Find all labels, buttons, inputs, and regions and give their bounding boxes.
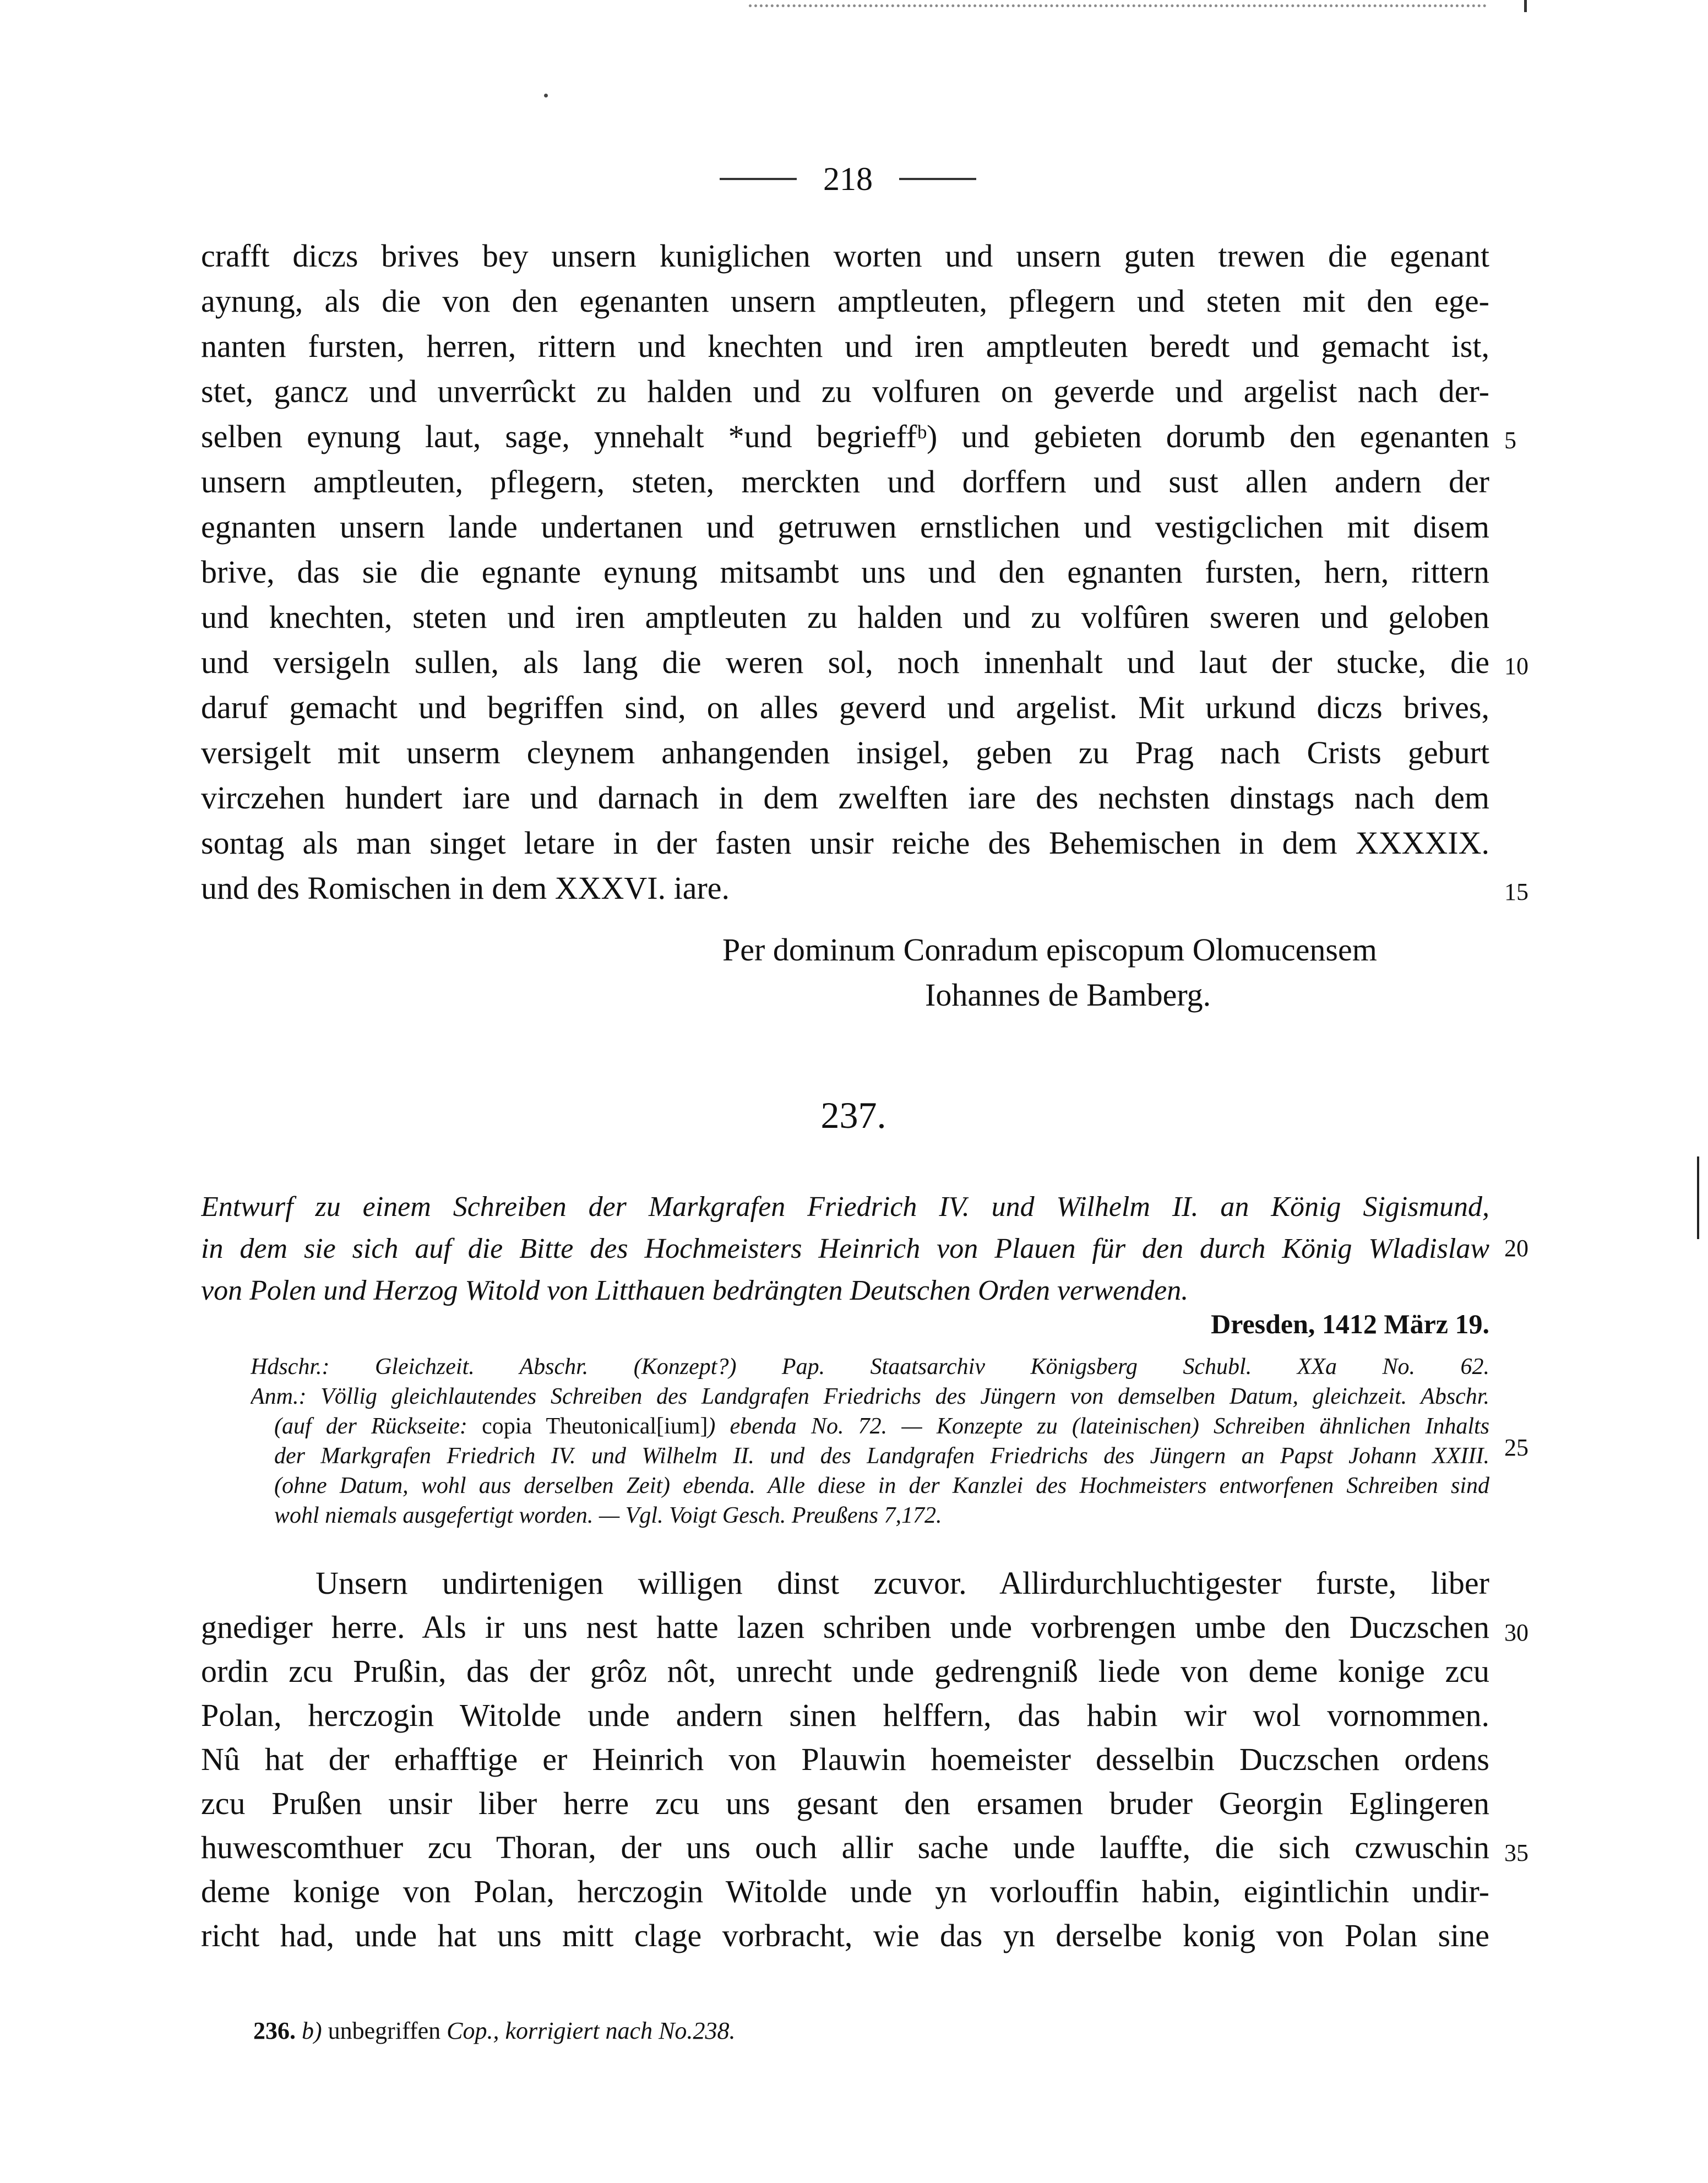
text-line: aynung, als die von den egenanten unsern amptleuten, pflegern und steten mit den ege- bbox=[201, 283, 1489, 319]
text-line: huwescomthuer zcu Thoran, der uns ouch allir sache unde lauffte, die sich czwuschin bbox=[201, 1829, 1489, 1865]
page-number-value: 218 bbox=[823, 160, 873, 197]
line-number: 35 bbox=[1504, 1839, 1529, 1866]
document-number: 237. bbox=[820, 1094, 886, 1136]
text-line: und des Romischen in dem XXXVI. iare. bbox=[201, 870, 730, 906]
text-line: daruf gemacht und begriffen sind, on alles geverd und argelist. Mit urkund diczs brives, bbox=[201, 689, 1489, 725]
signature-line: Per dominum Conradum episcopum Olomucensem bbox=[722, 932, 1377, 968]
line-number: 20 bbox=[1504, 1235, 1529, 1262]
line-number: 5 bbox=[1504, 427, 1516, 454]
text-line: egnanten unsern lande undertanen und getruwen ernstlichen und vestigclichen mit disem bbox=[201, 509, 1489, 545]
regest-line: Entwurf zu einem Schreiben der Markgrafen Friedrich IV. und Wilhelm II. an König Sigismund, bbox=[201, 1191, 1489, 1223]
text-line: richt had, unde hat uns mitt clage vorbracht, wie das yn derselbe konig von Polan sine bbox=[201, 1918, 1489, 1953]
text-line: crafft diczs brives bey unsern kuniglichen worten und unsern guten trewen die egenant bbox=[201, 238, 1489, 274]
regest-line: von Polen und Herzog Witold von Litthauen bedrängten Deutschen Orden verwenden. bbox=[201, 1275, 1189, 1306]
text-line: stet, gancz und unverrûckt zu halden und zu volfuren on geverde und argelist nach der- bbox=[201, 373, 1489, 409]
footnote-number: 238. bbox=[693, 2017, 736, 2044]
folio-dash-right bbox=[899, 178, 976, 180]
scan-top-rule bbox=[749, 4, 1487, 7]
text-line: Polan, herczogin Witolde unde andern sinen helffern, das habin wir wol vornommen. bbox=[201, 1697, 1489, 1733]
scan-top-tick bbox=[1524, 0, 1527, 12]
text-line: unsern amptleuten, pflegern, steten, merckten und dorffern und sust allen andern der bbox=[201, 464, 1489, 499]
footnote-mark: b) bbox=[302, 2017, 322, 2044]
text-line: und knechten, steten und iren amptleuten zu halden und zu volfûren sweren und geloben bbox=[201, 599, 1489, 635]
footnote bbox=[253, 2016, 735, 2046]
apparatus-line: wohl niemals ausgefertigt worden. — Vgl. Voigt Gesch. Preußens 7,172. bbox=[274, 1503, 942, 1528]
document-dateline: Dresden, 1412 März 19. bbox=[1211, 1308, 1489, 1339]
text-line: sontag als man singet letare in der fasten unsir reiche des Behemischen in dem XXXXIX. bbox=[201, 825, 1489, 861]
apparatus-line: Hdschr.: Gleichzeit. Abschr. (Konzept?) Pap. Staatsarchiv Königsberg Schubl. XXa No. 62. bbox=[251, 1354, 1489, 1380]
text-line: versigelt mit unserm cleynem anhangenden insigel, geben zu Prag nach Crists geburt bbox=[201, 735, 1489, 770]
line-number: 25 bbox=[1504, 1434, 1529, 1461]
scan-speck bbox=[544, 94, 548, 97]
text-line: gnediger herre. Als ir uns nest hatte lazen schriben unde vorbrengen umbe den Duczschen bbox=[201, 1609, 1489, 1645]
folio-dash-left bbox=[720, 178, 797, 180]
line-number: 30 bbox=[1504, 1619, 1529, 1646]
regest-line: in dem sie sich auf die Bitte des Hochmeisters Heinrich von Plauen für den durch König Wladislaw bbox=[201, 1233, 1489, 1264]
text-line: nanten fursten, herren, rittern und knechten und iren amptleuten beredt und gemacht ist, bbox=[201, 328, 1489, 364]
apparatus-text: ) ebenda No. 72. — Konzepte zu (lateinischen) Schreiben ähnlichen Inhalts bbox=[708, 1414, 1489, 1439]
text-line: deme konige von Polan, herczogin Witolde unde yn vorlouffin habin, eigintlichin undir- bbox=[201, 1874, 1489, 1909]
apparatus-line: (ohne Datum, wohl aus derselben Zeit) ebenda. Alle diese in der Kanzlei des Hochmeisters entworfenen Schreiben sind bbox=[274, 1473, 1489, 1498]
footnote-text: Cop., korrigiert nach No. bbox=[447, 2017, 693, 2044]
text-line: ordin zcu Prußin, das der grôz nôt, unrecht unde gedrengniß liede von deme konige zcu bbox=[201, 1653, 1489, 1689]
signature-line: Iohannes de Bamberg. bbox=[925, 977, 1211, 1013]
apparatus-line: Anm.: Völlig gleichlautendes Schreiben des Landgrafen Friedrichs des Jüngern von demselben Datum, gleichzeit. Abschr. bbox=[251, 1384, 1489, 1409]
text-line: und versigeln sullen, als lang die weren sol, noch innenhalt und laut der stucke, die bbox=[201, 644, 1489, 680]
footnote-ref: 236. bbox=[253, 2017, 296, 2044]
footnote-word: unbegriffen bbox=[328, 2017, 441, 2044]
text-line: Unsern undirtenigen willigen dinst zcuvor. Allirdurchluchtigester furste, liber bbox=[316, 1565, 1489, 1601]
text-line: brive, das sie die egnante eynung mitsambt uns und den egnanten fursten, hern, rittern bbox=[201, 554, 1489, 590]
page-number bbox=[694, 154, 1002, 204]
scan-page-edge bbox=[1697, 1156, 1699, 1239]
text-line: virczehen hundert iare und darnach in dem zwelften iare des nechsten dinstags nach dem bbox=[201, 780, 1489, 816]
apparatus-line: der Markgrafen Friedrich IV. und Wilhelm II. und des Landgrafen Friedrichs des Jüngern an Papst Johann XXIII. bbox=[274, 1443, 1489, 1469]
apparatus-text: (auf der Rückseite: bbox=[274, 1414, 482, 1439]
text-line: zcu Prußen unsir liber herre zcu uns gesant den ersamen bruder Georgin Eglingeren bbox=[201, 1785, 1489, 1821]
line-number: 10 bbox=[1504, 653, 1529, 680]
text-line: Nû hat der erhafftige er Heinrich von Plauwin hoemeister desselbin Duczschen ordens bbox=[201, 1741, 1489, 1777]
line-number: 15 bbox=[1504, 878, 1529, 905]
apparatus-line bbox=[274, 1412, 1489, 1441]
apparatus-upright-text: copia Theutonical[ium] bbox=[482, 1414, 708, 1439]
text-line: selben eynung laut, sage, ynnehalt *und begrieffᵇ) und gebieten dorumb den egenanten bbox=[201, 419, 1489, 454]
